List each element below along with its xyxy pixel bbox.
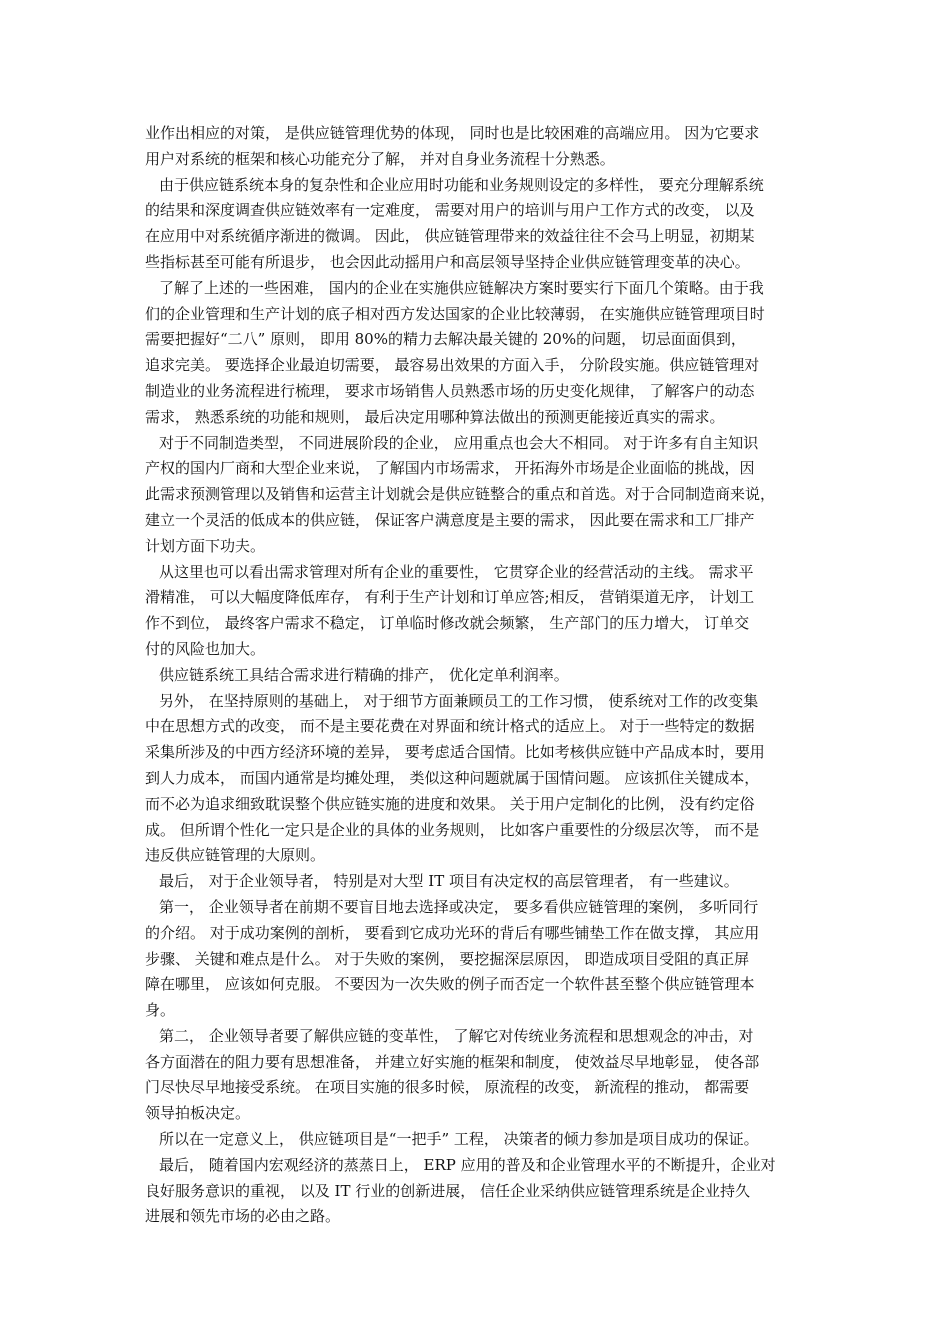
text-line: 作不到位， 最终客户需求不稳定， 订单临时修改就会频繁， 生产部门的压力增大， 订单交: [145, 614, 750, 633]
text-line: 计划方面下功夫。: [145, 536, 266, 555]
text-line: 最后， 对于企业领导者， 特别是对大型 IT 项目有决定权的高层管理者， 有一些建议。: [159, 872, 739, 891]
text-line: 产权的国内厂商和大型企业来说， 了解国内市场需求， 开拓海外市场是企业面临的挑战，因: [145, 459, 755, 478]
text-line: 用户对系统的框架和核心功能充分了解， 并对自身业务流程十分熟悉。: [145, 149, 615, 168]
text-line: 领导拍板决定。: [145, 1104, 251, 1123]
text-line: 从这里也可以看出需求管理对所有企业的重要性， 它贯穿企业的经营活动的主线。 需求平: [159, 562, 754, 581]
text-line: 的结果和深度调查供应链效率有一定难度， 需要对用户的培训与用户工作方式的改变， 以及: [145, 201, 755, 220]
text-line: 门尽快尽早地接受系统。 在项目实施的很多时候， 原流程的改变， 新流程的推动， 都需要: [145, 1078, 750, 1097]
text-line: 业作出相应的对策， 是供应链管理优势的体现， 同时也是比较困难的高端应用。 因为它要求: [145, 124, 760, 142]
text-line: 需求， 熟悉系统的功能和规则， 最后决定用哪种算法做出的预测更能接近真实的需求。: [145, 407, 725, 426]
text-line: 付的风险也加大。: [145, 639, 266, 658]
text-line: 另外， 在坚持原则的基础上， 对于细节方面兼顾员工的工作习惯， 使系统对工作的改变集: [159, 691, 759, 710]
text-line: 而不必为追求细致耽误整个供应链实施的进度和效果。 关于用户定制化的比例， 没有约定俗: [145, 794, 755, 813]
text-line: 第一， 企业领导者在前期不要盲目地去选择或决定， 要多看供应链管理的案例， 多听同行: [159, 897, 759, 916]
text-line: 第二， 企业领导者要了解供应链的变革性， 了解它对传统业务流程和思想观念的冲击，对: [159, 1026, 754, 1045]
text-line: 身。: [145, 1001, 176, 1020]
text-line: 违反供应链管理的大原则。: [145, 846, 326, 865]
text-line: 到人力成本， 而国内通常是均摊处理， 类似这种问题就属于国情问题。 应该抓住关键成本，: [145, 768, 760, 787]
body-text: [145, 121, 825, 1230]
text-line: 进展和领先市场的必由之路。: [145, 1207, 341, 1226]
text-line: 们的企业管理和生产计划的底子相对西方发达国家的企业比较薄弱， 在实施供应链管理项目时: [145, 304, 765, 323]
text-line: 供应链系统工具结合需求进行精确的排产， 优化定单利润率。: [159, 665, 569, 684]
text-line: 所以在一定意义上， 供应链项目是“一把手” 工程， 决策者的倾力参加是项目成功的保证。: [159, 1130, 759, 1149]
text-line: 步骤、 关键和难点是什么。 对于失败的案例， 要挖掘深层原因， 即造成项目受阻的真正屏: [145, 949, 750, 968]
text-line: 采集所涉及的中西方经济环境的差异， 要考虑适合国情。比如考核供应链中产品成本时，要用: [145, 743, 765, 762]
text-line: 此需求预测管理以及销售和运营主计划就会是供应链整合的重点和首选。对于合同制造商来说，: [145, 485, 776, 504]
text-line: 滑精准， 可以大幅度降低库存， 有利于生产计划和订单应答;相反， 营销渠道无序， 计划工: [145, 588, 755, 607]
text-line: 中在思想方式的改变， 而不是主要花费在对界面和统计格式的适应上。 对于一些特定的数据: [145, 717, 755, 736]
text-line: 成。 但所谓个性化一定只是企业的具体的业务规则， 比如客户重要性的分级层次等， 而不是: [145, 820, 760, 839]
text-line: 在应用中对系统循序渐进的微调。 因此， 供应链管理带来的效益往往不会马上明显，初期某: [145, 227, 755, 246]
text-line: 障在哪里， 应该如何克服。 不要因为一次失败的例子而否定一个软件甚至整个供应链管理本: [145, 975, 755, 994]
text-line: 最后， 随着国内宏观经济的蒸蒸日上， ERP 应用的普及和企业管理水平的不断提升，企业对: [159, 1155, 776, 1174]
text-line: 对于不同制造类型， 不同进展阶段的企业， 应用重点也会大不相同。 对于许多有自主知识: [159, 433, 759, 452]
text-line: 由于供应链系统本身的复杂性和企业应用时功能和业务规则设定的多样性， 要充分理解系统: [159, 175, 764, 194]
text-line: 了解了上述的一些困难， 国内的企业在实施供应链解决方案时要实行下面几个策略。由于我: [159, 278, 764, 297]
text-line: 良好服务意识的重视， 以及 IT 行业的创新进展， 信任企业采纳供应链管理系统是企业持久: [145, 1181, 751, 1200]
text-line: 建立一个灵活的低成本的供应链， 保证客户满意度是主要的需求， 因此要在需求和工厂排产: [145, 510, 755, 529]
text-line: 些指标甚至可能有所退步， 也会因此动摇用户和高层领导坚持企业供应链管理变革的决心。: [145, 252, 750, 271]
text-line: 各方面潜在的阻力要有思想准备， 并建立好实施的框架和制度， 使效益尽早地彰显， 使各部: [145, 1052, 760, 1071]
text-line: 的介绍。 对于成功案例的剖析， 要看到它成功光环的背后有哪些铺垫工作在做支撑， 其应用: [145, 923, 760, 942]
text-line: 制造业的业务流程进行梳理， 要求市场销售人员熟悉市场的历史变化规律， 了解客户的动态: [145, 381, 755, 400]
text-line: 追求完美。 要选择企业最迫切需要， 最容易出效果的方面入手， 分阶段实施。供应链管理对: [145, 356, 760, 375]
text-line: 需要把握好“二八” 原则， 即用 80%的精力去解决最关键的 20%的问题， 切忌面面俱到，: [145, 330, 746, 349]
